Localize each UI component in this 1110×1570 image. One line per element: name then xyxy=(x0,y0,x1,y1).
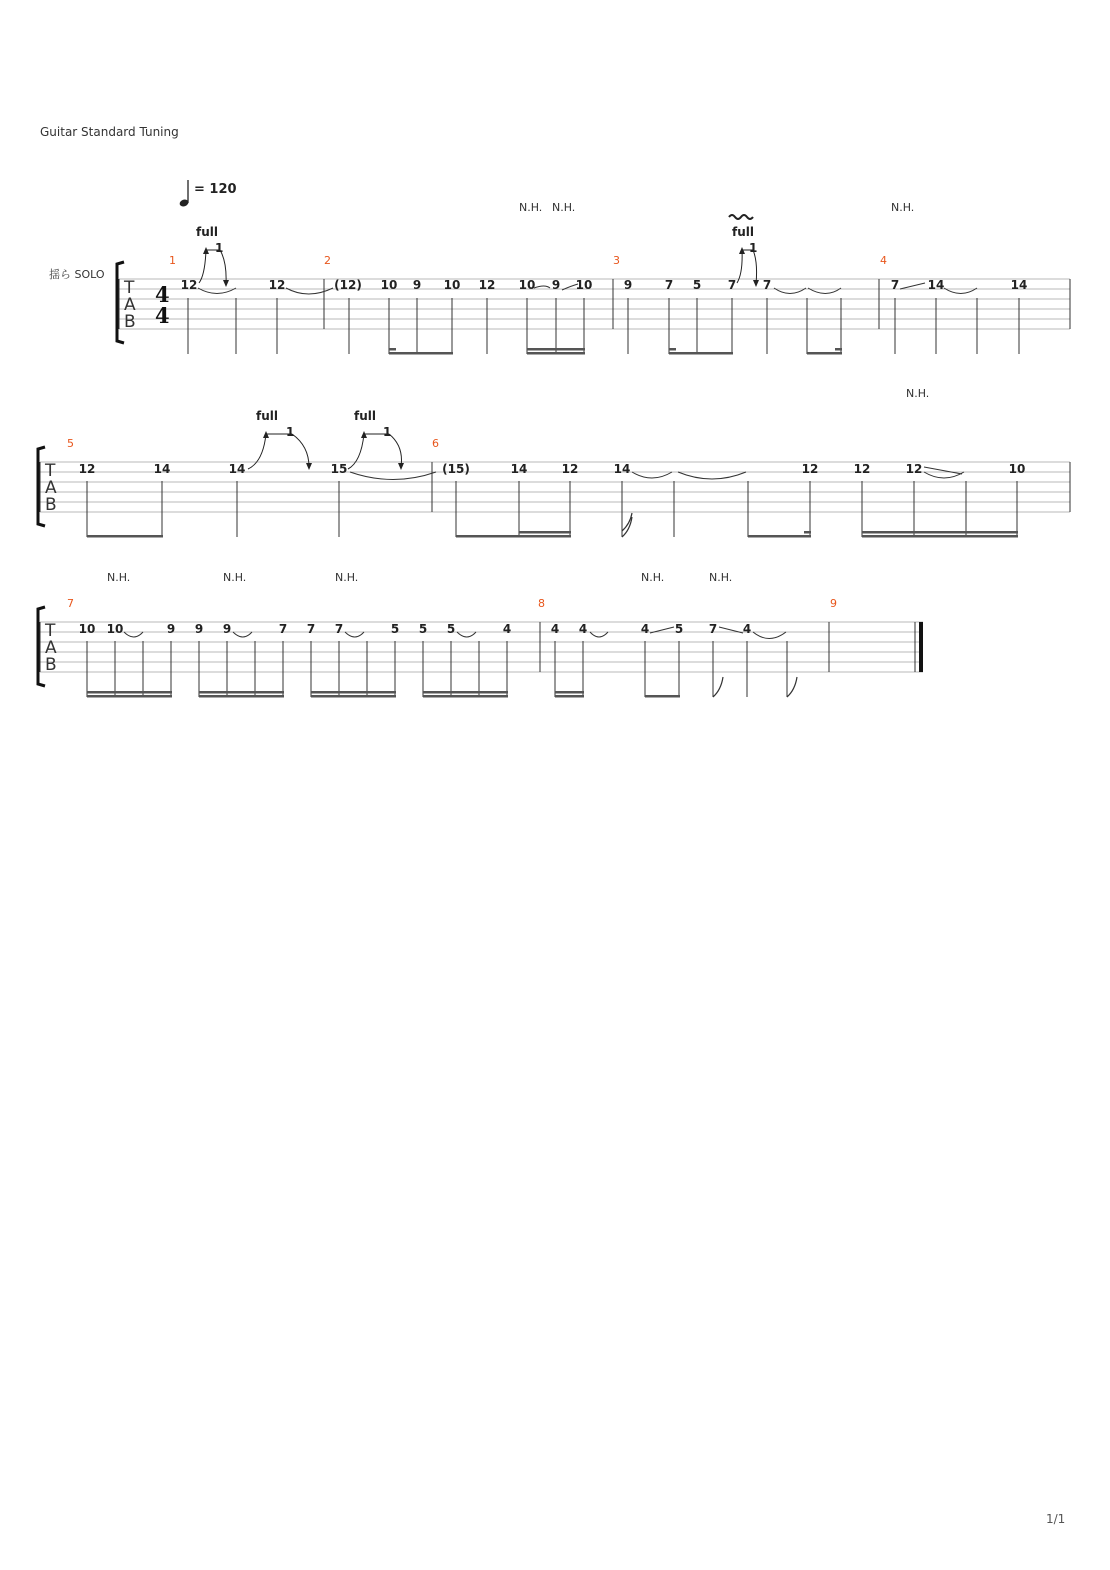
final-barline xyxy=(919,622,923,672)
tab-letter-t: T xyxy=(45,461,56,481)
tab-letter-b: B xyxy=(45,655,57,675)
system-3 xyxy=(38,571,923,698)
harmonic-label: N.H. xyxy=(335,571,359,584)
track-name: 揺ら SOLO xyxy=(49,268,105,281)
fret-number: 10 xyxy=(518,278,536,292)
fret-number: 10 xyxy=(443,278,461,292)
fret-number: 5 xyxy=(692,278,702,292)
harmonic-label: N.H. xyxy=(641,571,665,584)
fret-number: (12) xyxy=(334,278,362,292)
measure-number: 1 xyxy=(169,254,176,267)
fret-number: 15 xyxy=(330,462,348,476)
fret-number: 12 xyxy=(478,278,496,292)
beams xyxy=(389,348,842,355)
fret-number: 10 xyxy=(106,622,124,636)
fret-number: 14 xyxy=(1010,278,1028,292)
fret-number: 7 xyxy=(278,622,288,636)
fret-number: 5 xyxy=(446,622,456,636)
fret-number: 10 xyxy=(380,278,398,292)
rhythm-stems xyxy=(87,641,787,697)
harmonic-label: N.H. xyxy=(519,201,543,214)
note-flag xyxy=(713,677,723,697)
fret-number: 12 xyxy=(268,278,286,292)
fret-number: 9 xyxy=(166,622,176,636)
tempo-value: = 120 xyxy=(194,182,237,197)
fret-number: 9 xyxy=(222,622,232,636)
tab-letter-a: A xyxy=(124,295,136,315)
harmonic-label: N.H. xyxy=(906,387,930,400)
fret-number: 9 xyxy=(412,278,422,292)
fret-number: 14 xyxy=(153,462,171,476)
fret-number: 12 xyxy=(561,462,579,476)
fret-numbers xyxy=(79,462,1026,476)
fret-number: 9 xyxy=(551,278,561,292)
fret-number: 5 xyxy=(390,622,400,636)
fret-number: 12 xyxy=(180,278,198,292)
tab-letter-b: B xyxy=(124,312,136,332)
bend-label: full xyxy=(732,225,754,239)
tab-letter-b: B xyxy=(45,495,57,515)
tab-letter-t: T xyxy=(124,278,135,298)
system-2 xyxy=(38,387,1070,538)
fret-number: 12 xyxy=(853,462,871,476)
fret-number: 9 xyxy=(194,622,204,636)
fret-number: 4 xyxy=(578,622,588,636)
measure-number: 9 xyxy=(830,597,837,610)
fret-number: 5 xyxy=(418,622,428,636)
system-bracket xyxy=(38,607,45,686)
bend-arrowhead xyxy=(223,280,229,287)
fret-number: 12 xyxy=(801,462,819,476)
fret-numbers xyxy=(79,622,752,636)
fret-number: 10 xyxy=(1008,462,1026,476)
system-1 xyxy=(117,201,1070,355)
fret-number: 10 xyxy=(575,278,593,292)
bend-arrow xyxy=(248,434,309,469)
bend-arrow xyxy=(348,434,402,469)
tab-letter-a: A xyxy=(45,638,57,658)
fret-number: 14 xyxy=(510,462,528,476)
fret-number: 10 xyxy=(78,622,96,636)
bend-amount: 1 xyxy=(749,241,758,255)
fret-number: 5 xyxy=(674,622,684,636)
harmonic-label: N.H. xyxy=(552,201,576,214)
system-bracket xyxy=(38,447,45,526)
time-signature-top: 4 xyxy=(155,282,170,307)
measure-number: 5 xyxy=(67,437,74,450)
bend-arrowhead xyxy=(306,463,312,470)
bend-arrowhead xyxy=(398,463,404,470)
bend-arrowhead xyxy=(753,280,759,287)
fret-number: 4 xyxy=(640,622,650,636)
fret-number: 9 xyxy=(623,278,633,292)
bend-amount: 1 xyxy=(286,425,295,439)
fret-number: 14 xyxy=(927,278,945,292)
system-bracket xyxy=(117,262,124,343)
measure-number: 7 xyxy=(67,597,74,610)
fret-number: 14 xyxy=(613,462,631,476)
tab-letter-t: T xyxy=(45,621,56,641)
measure-number: 4 xyxy=(880,254,887,267)
fret-number: 7 xyxy=(890,278,900,292)
fret-number: 4 xyxy=(742,622,752,636)
fret-number: 14 xyxy=(228,462,246,476)
bend-amount: 1 xyxy=(383,425,392,439)
fret-number: 7 xyxy=(708,622,718,636)
beams xyxy=(87,691,680,698)
rhythm-stems xyxy=(188,298,1019,354)
bend-label: full xyxy=(256,409,278,423)
fret-number: 4 xyxy=(502,622,512,636)
vibrato-icon xyxy=(729,215,753,219)
note-flag xyxy=(622,513,632,537)
fret-number: 7 xyxy=(762,278,772,292)
time-signature-bottom: 4 xyxy=(155,303,170,328)
page-number: 1/1 xyxy=(1046,1512,1066,1526)
tuning-label: Guitar Standard Tuning xyxy=(40,125,179,139)
measure-number: 2 xyxy=(324,254,331,267)
fret-number: 12 xyxy=(78,462,96,476)
tab-letter-a: A xyxy=(45,478,57,498)
bend-label: full xyxy=(196,225,218,239)
harmonic-label: N.H. xyxy=(709,571,733,584)
tempo-marking xyxy=(179,180,237,208)
bend-label: full xyxy=(354,409,376,423)
harmonic-label: N.H. xyxy=(107,571,131,584)
fret-number: 7 xyxy=(334,622,344,636)
fret-numbers xyxy=(181,278,1028,292)
harmonic-label: N.H. xyxy=(223,571,247,584)
fret-number: 12 xyxy=(905,462,923,476)
fret-number: 4 xyxy=(550,622,560,636)
fret-number: 7 xyxy=(306,622,316,636)
measure-number: 8 xyxy=(538,597,545,610)
fret-number: (15) xyxy=(442,462,470,476)
fret-number: 7 xyxy=(664,278,674,292)
rhythm-stems xyxy=(87,481,1017,537)
fret-number: 7 xyxy=(727,278,737,292)
harmonic-label: N.H. xyxy=(891,201,915,214)
note-flag xyxy=(787,677,797,697)
bend-amount: 1 xyxy=(215,241,224,255)
measure-number: 3 xyxy=(613,254,620,267)
beams xyxy=(87,531,1018,538)
measure-number: 6 xyxy=(432,437,439,450)
